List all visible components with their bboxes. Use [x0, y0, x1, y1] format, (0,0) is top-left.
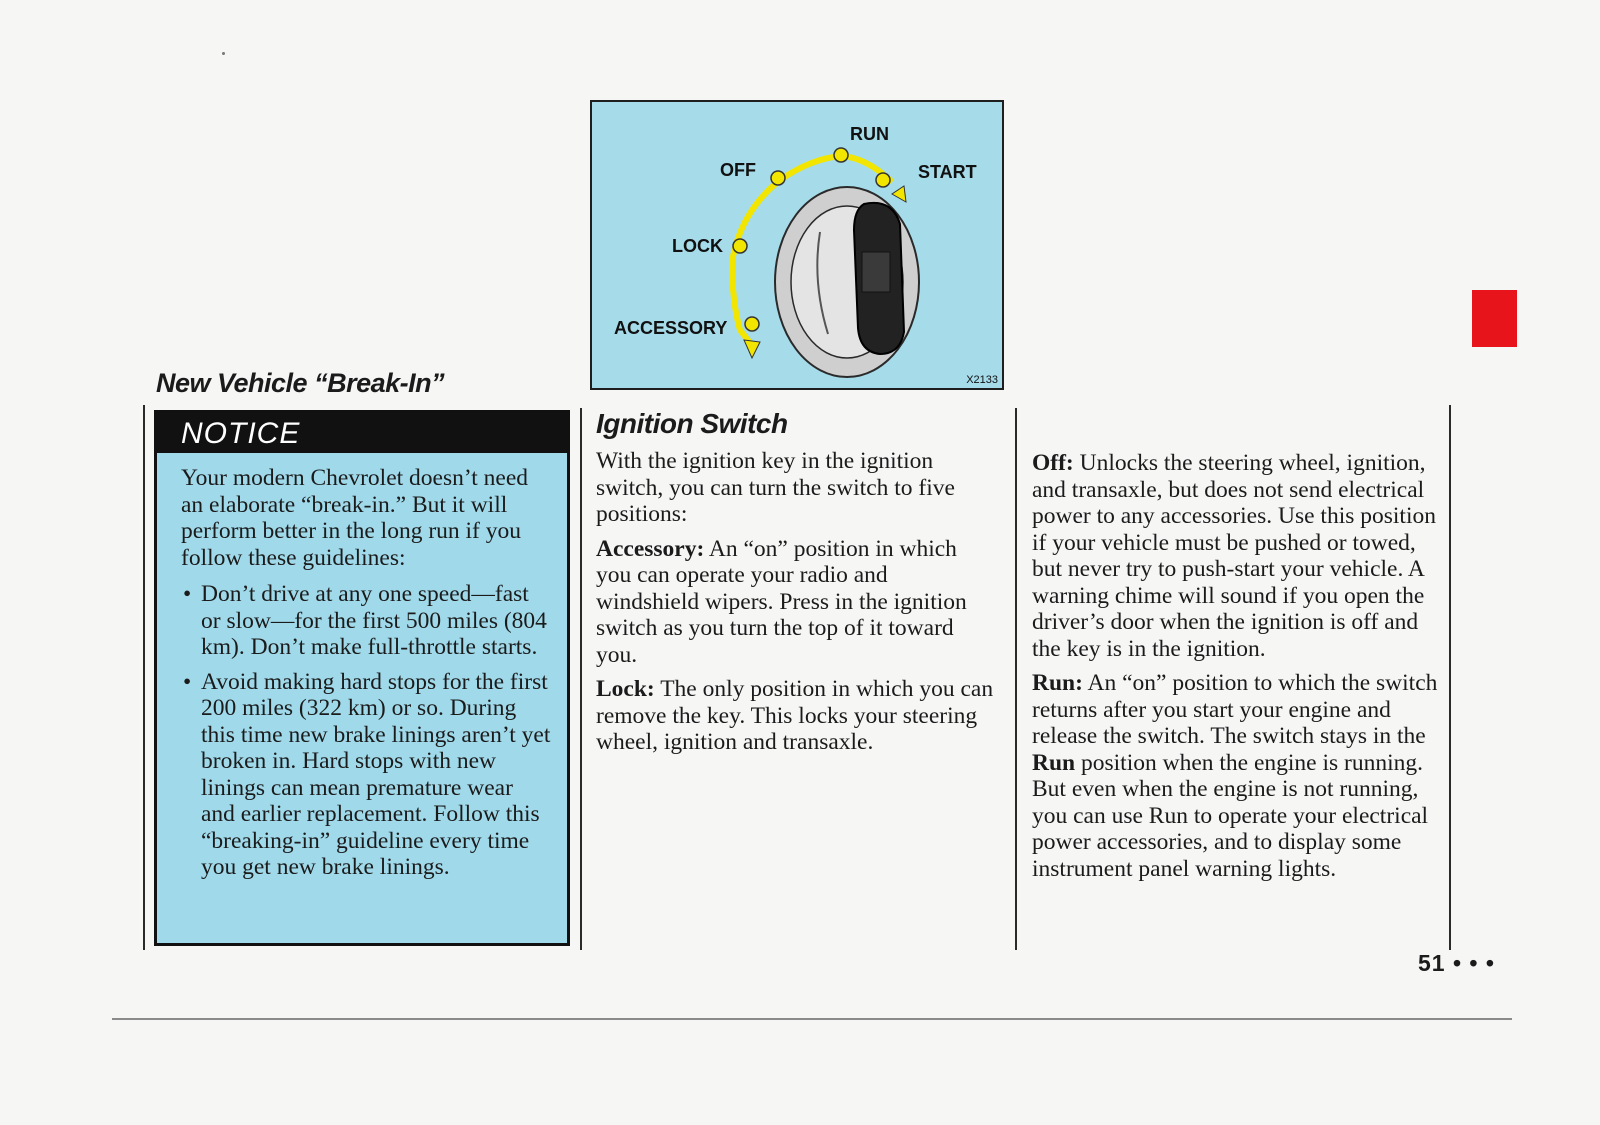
page-number: 51 • • •	[1418, 950, 1495, 976]
run-text-before: An “on” position to which the switch returns after you start your engine and release the switch. The switch stays in the	[1032, 670, 1438, 749]
off-term: Off:	[1032, 450, 1074, 476]
off-paragraph	[1032, 450, 1442, 662]
bottom-rule	[112, 1018, 1512, 1020]
break-in-heading: New Vehicle “Break-In”	[156, 368, 445, 398]
column-rule-right	[1015, 408, 1017, 950]
notice-body	[181, 465, 551, 889]
lock-term: Lock:	[596, 676, 655, 702]
label-off: OFF	[720, 160, 756, 180]
lock-marker-icon	[733, 239, 747, 253]
stray-dot	[222, 52, 225, 55]
ignition-switch-heading: Ignition Switch	[596, 408, 788, 439]
label-lock: LOCK	[672, 236, 723, 256]
label-accessory: ACCESSORY	[614, 318, 728, 338]
notice-intro: Your modern Chevrolet doesn’t need an elaborate “break-in.” But it will perform better in the long run if you follow these guidelines:	[181, 465, 529, 571]
accessory-term: Accessory:	[596, 535, 705, 562]
right-body	[1032, 450, 1442, 890]
accessory-paragraph	[596, 536, 996, 669]
column-rule-left	[143, 405, 145, 950]
notice-box	[154, 410, 570, 946]
run-bold-word: Run	[1032, 749, 1076, 776]
notice-title: NOTICE	[181, 417, 301, 450]
column-rule-outer	[1449, 405, 1451, 950]
ignition-diagram	[592, 102, 1002, 388]
accessory-text: An “on” position in which you can operate your radio and windshield wipers. Press in the ignition switch as you turn the top of it toward you.	[596, 535, 967, 668]
run-term: Run:	[1032, 670, 1083, 696]
run-text-after: position when the engine is running. But even when the engine is not running, you can use Run to operate your electrical power accessories, and to display some instrument panel warning lights.	[1032, 749, 1429, 882]
start-marker-icon	[876, 173, 890, 187]
notice-header	[157, 413, 567, 453]
lock-paragraph	[596, 676, 996, 756]
notice-bullet: • Don’t drive at any one speed—fast or slow—for the first 500 miles (804 km). Don’t make full-throttle starts.	[181, 581, 551, 661]
label-start: START	[918, 162, 977, 182]
notice-bullet-list	[181, 581, 551, 881]
ignition-switch-figure	[590, 100, 1004, 390]
off-text: Unlocks the steering wheel, ignition, and transaxle, but does not send electrical power to any accessories. Use this position if your vehicle must be pushed or towed, but never try to push-start your vehicle. A warning chime will sound if you open the driver’s door when the ignition is off and the key is in the ignition.	[1032, 450, 1436, 662]
off-marker-icon	[771, 171, 785, 185]
key-grip-icon	[862, 252, 890, 292]
column-rule-middle	[580, 408, 582, 950]
section-tab	[1472, 290, 1517, 347]
ignition-intro: With the ignition key in the ignition switch, you can turn the switch to five positions:	[596, 448, 955, 527]
notice-bullet: • Avoid making hard stops for the first 200 miles (322 km) or so. During this time new brake linings aren’t yet broken in. Hard stops with new linings can mean premature wear and earlier replacement. Follow this “breaking-in” guideline every time you get new brake linings.	[181, 669, 551, 881]
accessory-marker-icon	[745, 317, 759, 331]
lock-text: The only position in which you can remove the key. This locks your steering wheel, ignition and transaxle.	[596, 676, 994, 755]
run-marker-icon	[834, 148, 848, 162]
middle-body	[596, 448, 996, 764]
label-run: RUN	[850, 124, 889, 144]
figure-code: X2133	[966, 374, 998, 386]
arrow-accessory-icon	[744, 340, 760, 358]
arrow-start-icon	[892, 186, 906, 202]
run-paragraph	[1032, 670, 1442, 882]
